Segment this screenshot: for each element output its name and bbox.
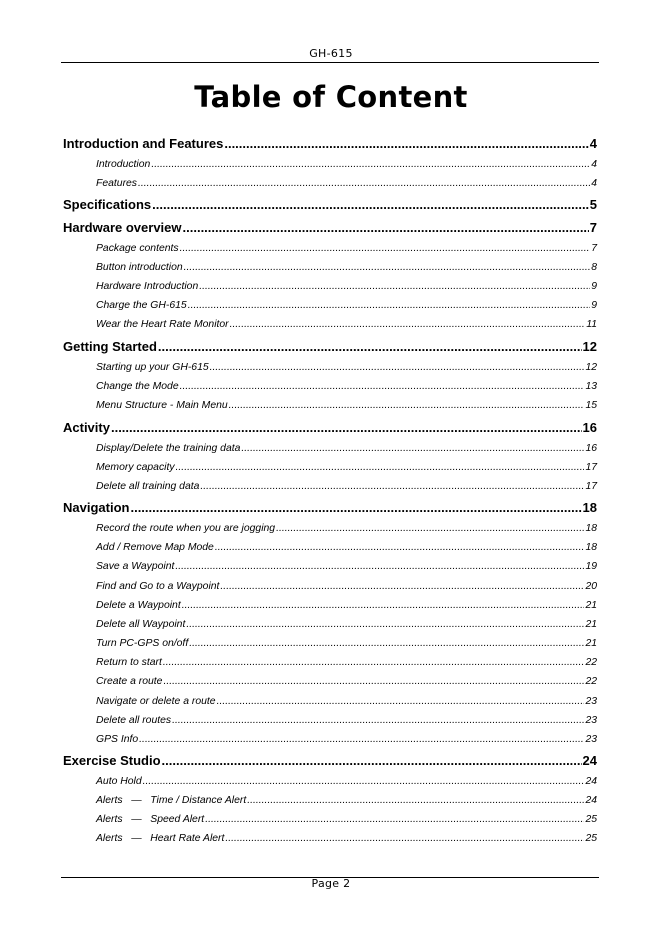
toc-subsection-entry[interactable] xyxy=(96,657,597,668)
toc-section-entry[interactable] xyxy=(63,753,597,768)
toc-entry-label: Memory capacity xyxy=(96,462,175,473)
toc-dot-leader xyxy=(163,657,585,668)
toc-entry-label: Return to start xyxy=(96,657,162,668)
toc-entry-page-number: 7 xyxy=(589,220,597,235)
toc-entry-page-number: 21 xyxy=(585,619,597,630)
toc-entry-label: Auto Hold xyxy=(96,776,142,787)
toc-dot-leader xyxy=(158,339,582,354)
toc-entry-label: Delete a Waypoint xyxy=(96,600,181,611)
toc-entry-label: Alerts — Speed Alert xyxy=(96,814,205,825)
toc-entry-label: Delete all training data xyxy=(96,481,200,492)
toc-dot-leader xyxy=(180,243,591,254)
toc-subsection-entry[interactable] xyxy=(96,262,597,273)
toc-subsection-entry[interactable] xyxy=(96,300,597,311)
toc-dot-leader xyxy=(205,814,584,825)
toc-dot-leader xyxy=(188,300,591,311)
toc-dot-leader xyxy=(176,462,585,473)
toc-entry-label: Alerts — Time / Distance Alert xyxy=(96,795,247,806)
toc-entry-label: Exercise Studio xyxy=(63,753,161,768)
toc-dot-leader xyxy=(182,600,585,611)
toc-entry-label: Hardware Introduction xyxy=(96,281,199,292)
toc-entry-page-number: 16 xyxy=(585,443,597,454)
toc-entry-label: Alerts — Heart Rate Alert xyxy=(96,833,225,844)
toc-dot-leader xyxy=(183,220,589,235)
toc-entry-label: Record the route when you are jogging xyxy=(96,523,276,534)
toc-dot-leader xyxy=(210,362,585,373)
toc-entry-label: Activity xyxy=(63,420,110,435)
toc-subsection-entry[interactable] xyxy=(96,481,597,492)
toc-entry-label: GPS Info xyxy=(96,734,139,745)
toc-entry-label: Getting Started xyxy=(63,339,157,354)
toc-entry-label: Wear the Heart Rate Monitor xyxy=(96,319,229,330)
header-rule xyxy=(61,62,599,63)
toc-entry-page-number: 9 xyxy=(591,300,597,311)
toc-entry-label: Button introduction xyxy=(96,262,183,273)
toc-entry-page-number: 21 xyxy=(585,638,597,649)
toc-dot-leader xyxy=(229,400,585,411)
toc-entry-label: Package contents xyxy=(96,243,179,254)
toc-section-entry[interactable] xyxy=(63,500,597,515)
toc-entry-label: Create a route xyxy=(96,676,163,687)
toc-entry-page-number: 19 xyxy=(585,561,597,572)
toc-section-entry[interactable] xyxy=(63,197,597,212)
toc-subsection-entry[interactable] xyxy=(96,833,597,844)
toc-entry-label: Display/Delete the training data xyxy=(96,443,241,454)
toc-entry-page-number: 25 xyxy=(585,833,597,844)
toc-dot-leader xyxy=(186,619,584,630)
toc-entry-label: Features xyxy=(96,178,138,189)
toc-dot-leader xyxy=(111,420,582,435)
toc-entry-page-number: 24 xyxy=(585,795,597,806)
toc-subsection-entry[interactable] xyxy=(96,159,597,170)
toc-entry-page-number: 16 xyxy=(582,420,597,435)
toc-section-entry[interactable] xyxy=(63,220,597,235)
toc-dot-leader xyxy=(200,481,584,492)
toc-entry-label: Save a Waypoint xyxy=(96,561,175,572)
toc-dot-leader xyxy=(199,281,590,292)
toc-dot-leader xyxy=(224,136,588,151)
toc-entry-page-number: 11 xyxy=(586,319,597,330)
toc-dot-leader xyxy=(276,523,584,534)
toc-subsection-entry[interactable] xyxy=(96,638,597,649)
toc-entry-page-number: 4 xyxy=(589,136,597,151)
toc-entry-page-number: 22 xyxy=(585,657,597,668)
toc-entry-label: Hardware overview xyxy=(63,220,182,235)
toc-dot-leader xyxy=(152,197,589,212)
toc-section-entry[interactable] xyxy=(63,339,597,354)
toc-dot-leader xyxy=(215,542,585,553)
toc-entry-label: Starting up your GH-615 xyxy=(96,362,209,373)
toc-section-entry[interactable] xyxy=(63,420,597,435)
toc-subsection-entry[interactable] xyxy=(96,462,597,473)
toc-entry-label: Menu Structure - Main Menu xyxy=(96,400,228,411)
toc-subsection-entry[interactable] xyxy=(96,561,597,572)
toc-entry-label: Navigation xyxy=(63,500,130,515)
toc-subsection-entry[interactable] xyxy=(96,523,597,534)
toc-entry-page-number: 8 xyxy=(591,262,597,273)
toc-entry-page-number: 17 xyxy=(585,481,597,492)
toc-entry-page-number: 5 xyxy=(589,197,597,212)
toc-subsection-entry[interactable] xyxy=(96,619,597,630)
toc-entry-page-number: 7 xyxy=(591,243,597,254)
page-header: GH-615 xyxy=(309,47,353,60)
toc-entry-label: Add / Remove Map Mode xyxy=(96,542,214,553)
toc-entry-page-number: 15 xyxy=(585,400,597,411)
toc-subsection-entry[interactable] xyxy=(96,443,597,454)
toc-entry-page-number: 13 xyxy=(585,381,597,392)
toc-dot-leader xyxy=(143,776,585,787)
toc-dot-leader xyxy=(225,833,584,844)
toc-dot-leader xyxy=(184,262,591,273)
page-title: Table of Content xyxy=(194,80,468,114)
toc-subsection-entry[interactable] xyxy=(96,696,597,707)
toc-subsection-entry[interactable] xyxy=(96,381,597,392)
toc-dot-leader xyxy=(130,500,581,515)
toc-entry-page-number: 21 xyxy=(585,600,597,611)
toc-dot-leader xyxy=(172,715,584,726)
toc-subsection-entry[interactable] xyxy=(96,400,597,411)
toc-entry-label: Change the Mode xyxy=(96,381,179,392)
toc-entry-page-number: 23 xyxy=(585,696,597,707)
toc-subsection-entry[interactable] xyxy=(96,319,597,330)
toc-entry-page-number: 17 xyxy=(585,462,597,473)
toc-dot-leader xyxy=(151,159,590,170)
toc-dot-leader xyxy=(241,443,584,454)
page-footer: Page 2 xyxy=(311,877,351,890)
toc-dot-leader xyxy=(139,734,584,745)
toc-entry-label: Introduction and Features xyxy=(63,136,224,151)
toc-subsection-entry[interactable] xyxy=(96,795,597,806)
toc-subsection-entry[interactable] xyxy=(96,600,597,611)
toc-entry-label: Charge the GH-615 xyxy=(96,300,187,311)
toc-entry-page-number: 18 xyxy=(582,500,597,515)
toc-entry-page-number: 24 xyxy=(582,753,597,768)
toc-dot-leader xyxy=(247,795,584,806)
toc-section-entry[interactable] xyxy=(63,136,597,151)
toc-entry-page-number: 24 xyxy=(585,776,597,787)
toc-subsection-entry[interactable] xyxy=(96,814,597,825)
toc-subsection-entry[interactable] xyxy=(96,542,597,553)
toc-entry-label: Turn PC-GPS on/off xyxy=(96,638,189,649)
toc-subsection-entry[interactable] xyxy=(96,734,597,745)
toc-subsection-entry[interactable] xyxy=(96,281,597,292)
toc-entry-page-number: 12 xyxy=(582,339,597,354)
toc-entry-label: Navigate or delete a route xyxy=(96,696,216,707)
toc-entry-page-number: 23 xyxy=(585,715,597,726)
toc-entry-page-number: 22 xyxy=(585,676,597,687)
toc-dot-leader xyxy=(217,696,585,707)
toc-entry-page-number: 4 xyxy=(591,178,597,189)
toc-dot-leader xyxy=(180,381,585,392)
toc-dot-leader xyxy=(163,676,584,687)
toc-dot-leader xyxy=(162,753,582,768)
toc-entry-page-number: 23 xyxy=(585,734,597,745)
toc-dot-leader xyxy=(175,561,584,572)
toc-entry-page-number: 18 xyxy=(585,542,597,553)
toc-entry-page-number: 25 xyxy=(585,814,597,825)
toc-dot-leader xyxy=(138,178,590,189)
toc-entry-page-number: 12 xyxy=(585,362,597,373)
toc-subsection-entry[interactable] xyxy=(96,243,597,254)
toc-subsection-entry[interactable] xyxy=(96,776,597,787)
toc-dot-leader xyxy=(220,581,584,592)
toc-entry-label: Specifications xyxy=(63,197,152,212)
toc-entry-page-number: 20 xyxy=(585,581,597,592)
toc-entry-label: Delete all routes xyxy=(96,715,172,726)
toc-subsection-entry[interactable] xyxy=(96,715,597,726)
toc-dot-leader xyxy=(230,319,586,330)
toc-entry-page-number: 9 xyxy=(591,281,597,292)
toc-subsection-entry[interactable] xyxy=(96,362,597,373)
toc-entry-label: Delete all Waypoint xyxy=(96,619,186,630)
toc-entry-label: Introduction xyxy=(96,159,151,170)
toc-entry-page-number: 4 xyxy=(591,159,597,170)
toc-subsection-entry[interactable] xyxy=(96,581,597,592)
toc-subsection-entry[interactable] xyxy=(96,178,597,189)
toc-dot-leader xyxy=(189,638,584,649)
toc-entry-page-number: 18 xyxy=(585,523,597,534)
toc-subsection-entry[interactable] xyxy=(96,676,597,687)
toc-entry-label: Find and Go to a Waypoint xyxy=(96,581,220,592)
